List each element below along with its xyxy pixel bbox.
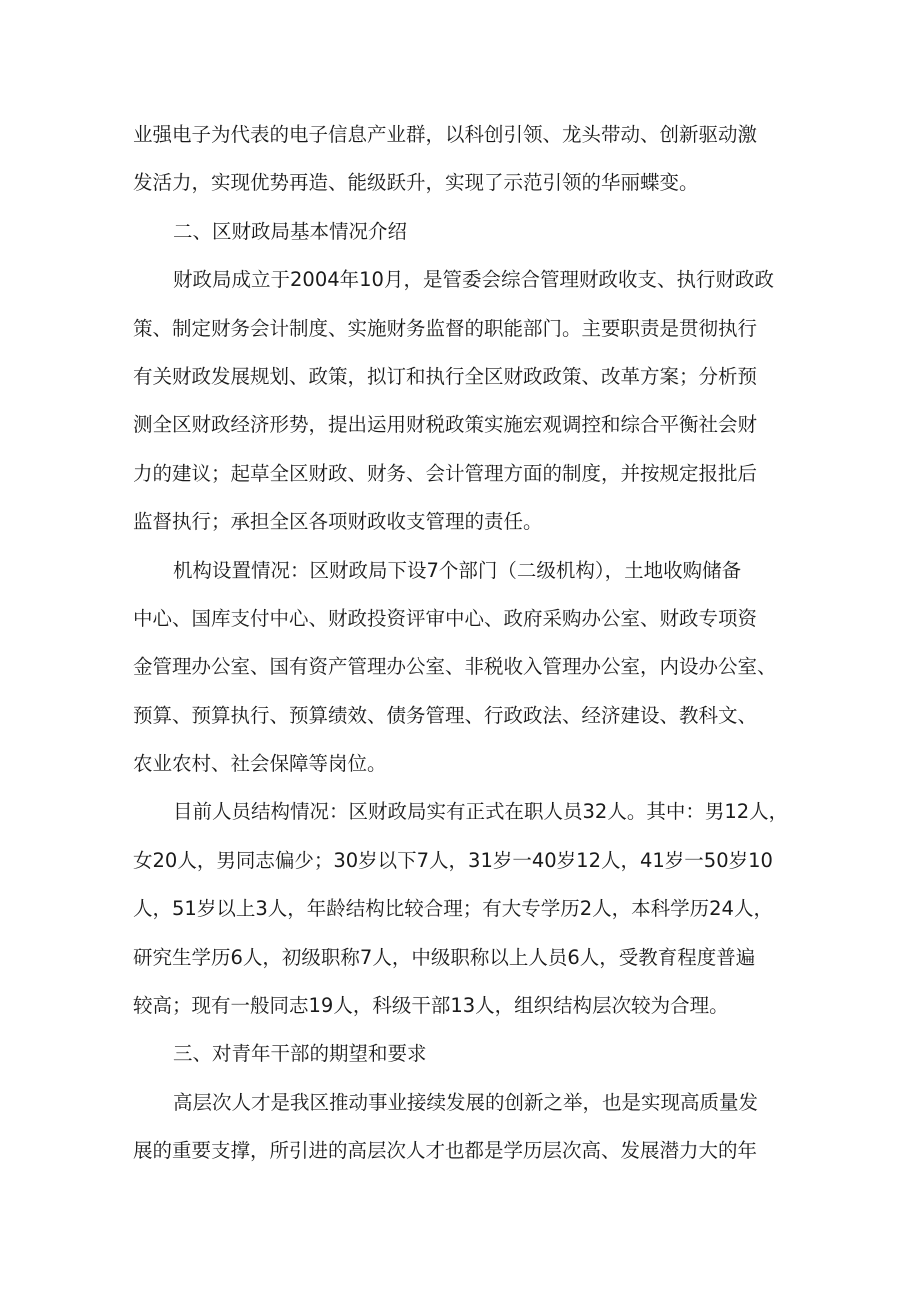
text-line: 发活力，实现优势再造、能级跃升，实现了示范引领的华丽蝶变。	[133, 171, 699, 195]
text-line: 机构设置情况：区财政局下设7个部门（二级机构），土地收购储备	[173, 558, 742, 582]
text-line: 业强电子为代表的电子信息产业群，以科创引领、龙头带动、创新驱动激	[133, 123, 758, 146]
text-line: 人，51岁以上3人，年龄结构比较合理；有大专学历2人，本科学历24人，	[133, 897, 773, 921]
text-line: 女20人，男同志偏少；30岁以下7人，31岁一40岁12人，41岁一50岁10	[133, 848, 773, 872]
paragraph	[133, 1079, 788, 1176]
text-line: 策、制定财务会计制度、实施财务监督的职能部门。主要职责是贯彻执行	[133, 316, 758, 340]
text-line: 中心、国库支付中心、财政投资评审中心、政府采购办公室、财政专项资	[133, 606, 758, 630]
section-heading	[133, 208, 788, 256]
paragraph	[133, 256, 788, 546]
paragraph	[133, 788, 788, 1030]
heading-line: 二、区财政局基本情况介绍	[173, 219, 408, 243]
text-line: 测全区财政经济形势，提出运用财税政策实施宏观调控和综合平衡社会财	[133, 413, 758, 437]
text-line: 较高；现有一般同志19人，科级干部13人，组织结构层次较为合理。	[133, 994, 729, 1018]
text-line: 研究生学历6人，初级职称7人，中级职称以上人员6人，受教育程度普遍	[133, 945, 756, 969]
text-line: 有关财政发展规划、政策，拟订和执行全区财政政策、改革方案；分析预	[133, 364, 758, 388]
paragraph	[133, 111, 788, 208]
paragraph	[133, 547, 788, 789]
text-line: 金管理办公室、国有资产管理办公室、非税收入管理办公室，内设办公室、	[133, 655, 777, 679]
text-line: 力的建议；起草全区财政、财务、会计管理方面的制度，并按规定报批后	[133, 461, 758, 485]
text-line: 监督执行；承担全区各项财政收支管理的责任。	[133, 510, 543, 534]
text-line: 预算、预算执行、预算绩效、债务管理、行政政法、经济建设、教科文、	[133, 703, 758, 727]
text-line: 展的重要支撑，所引进的高层次人才也都是学历层次高、发展潜力大的年	[133, 1139, 758, 1163]
heading-line: 三、对青年干部的期望和要求	[173, 1042, 427, 1066]
text-line: 财政局成立于2004年10月，是管委会综合管理财政收支、执行财政政	[173, 268, 774, 292]
document-body	[133, 111, 788, 1176]
text-line: 高层次人才是我区推动事业接续发展的创新之举，也是实现高质量发	[173, 1090, 759, 1114]
section-heading	[133, 1030, 788, 1078]
text-line: 农业农村、社会保障等岗位。	[133, 752, 387, 776]
text-line: 目前人员结构情况：区财政局实有正式在职人员32人。其中：男12人，	[173, 800, 789, 824]
